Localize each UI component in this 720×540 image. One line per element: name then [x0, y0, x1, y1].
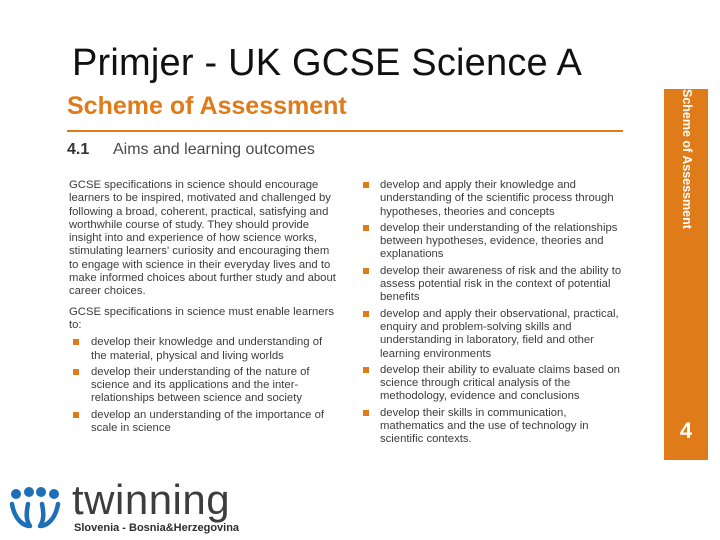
bullet-square-icon — [363, 311, 369, 317]
list-item-text: develop their knowledge and understanding of the material, physical and living worlds — [91, 336, 323, 362]
side-tab — [664, 89, 708, 460]
twinning-logo — [6, 478, 266, 538]
logo-wordmark: twinning — [72, 476, 231, 523]
slide-title: Primjer - UK GCSE Science A — [72, 42, 583, 84]
list-item — [69, 409, 339, 436]
list-item-text: develop their ability to evaluate claims based on science through critical analysis of the methodology, evidence and conclusions — [380, 363, 620, 403]
list-item-text: develop and apply their knowledge and understanding of the scientific process through hypotheses, theories and concepts — [380, 179, 614, 218]
heading-divider — [67, 130, 623, 132]
right-bullet-list — [362, 179, 627, 447]
list-item-text: develop an understanding of the importance of scale in science — [91, 408, 325, 435]
list-item-text: develop their understanding of the relationships between hypotheses, evidence, theories and explanations — [380, 221, 618, 261]
section-number: 4.1 — [67, 141, 90, 158]
bullet-square-icon — [73, 412, 79, 418]
list-item — [362, 308, 627, 361]
list-item — [362, 265, 627, 305]
lead-paragraph: GCSE specifications in science must enable learners to: — [69, 305, 334, 331]
list-item — [362, 364, 627, 404]
list-item — [362, 222, 627, 262]
left-column — [69, 179, 339, 438]
list-item — [362, 179, 627, 219]
list-item — [362, 407, 627, 447]
list-item-text: develop and apply their observational, practical, enquiry and problem-solving skills and understanding in laboratory, field and other learning environments — [380, 307, 619, 360]
list-item — [69, 336, 339, 363]
intro-paragraph: GCSE specifications in science should encourage learners to be inspired, motivated and challenged by following a broad, coherent, practical, satisfying and worthwhile course of study. They should provide insight into and experience of how science works, stimulating learners' curiosity and encouraging them to engage with science in their everyday lives and to make informed choices about further study and about career choices. — [69, 179, 336, 298]
document-heading: Scheme of Assessment — [67, 92, 347, 120]
section-title: Aims and learning outcomes — [113, 141, 315, 158]
section-heading — [67, 141, 315, 159]
bullet-square-icon — [363, 182, 369, 188]
bullet-square-icon — [363, 225, 369, 231]
logo-subtitle: Slovenia - Bosnia&Herzegovina — [74, 522, 240, 534]
side-tab-label: Scheme of Assessment — [680, 89, 694, 229]
bullet-square-icon — [363, 268, 369, 274]
page-number: 4 — [679, 418, 693, 443]
list-item-text: develop their understanding of the nature of science and its applications and the inter-relationships between science and society — [91, 365, 310, 405]
bullet-square-icon — [363, 367, 369, 373]
list-item-text: develop their skills in communication, mathematics and the use of technology in scientific contexts. — [380, 406, 589, 446]
bullet-square-icon — [363, 410, 369, 416]
bullet-square-icon — [73, 339, 79, 345]
right-column — [362, 179, 627, 450]
list-item-text: develop their awareness of risk and the ability to assess potential risk in the context of potential benefits — [380, 264, 622, 304]
bullet-square-icon — [73, 369, 79, 375]
left-bullet-list — [69, 336, 339, 435]
twinning-people-icon — [6, 482, 64, 532]
list-item — [69, 366, 339, 406]
